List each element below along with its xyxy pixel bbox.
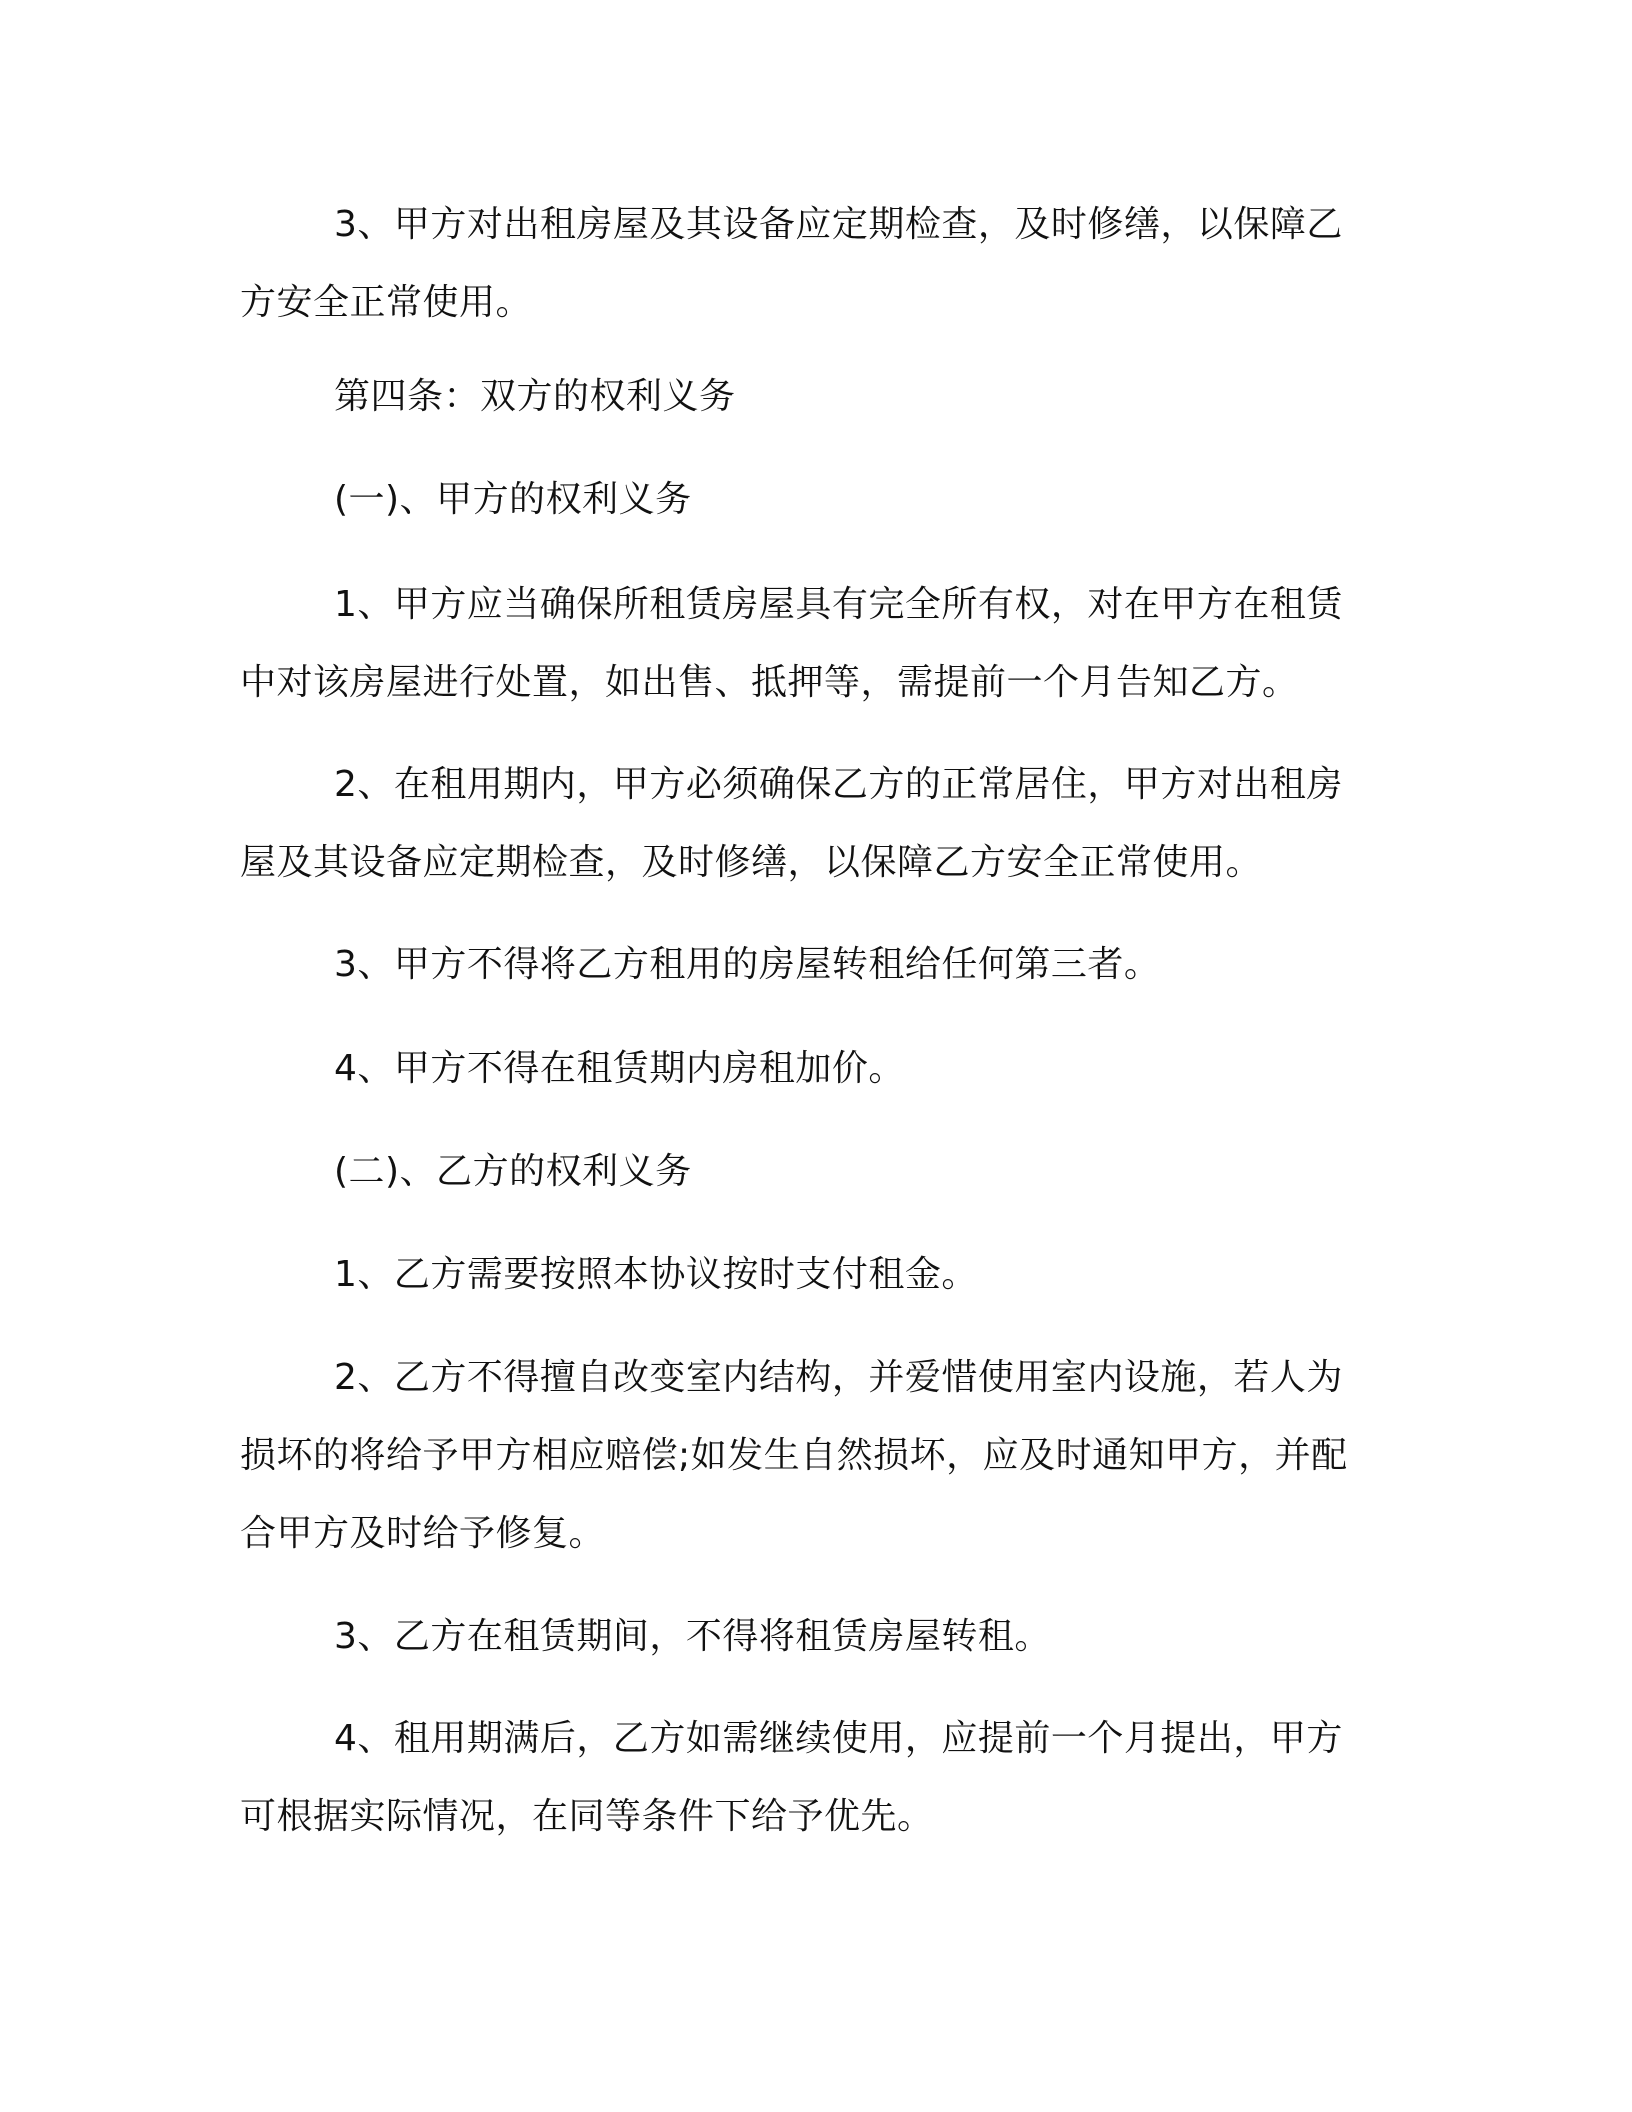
- paragraph-landlord-ownership: 1、甲方应当确保所租赁房屋具有完全所有权，对在甲方在租赁中对该房屋进行处置，如出售、抵押等，需提前一个月告知乙方。: [240, 584, 1343, 703]
- heading-tenant-rights: (二)、乙方的权利义务: [334, 1151, 692, 1192]
- paragraph-no-sublet-landlord: 3、甲方不得将乙方租用的房屋转租给任何第三者。: [334, 944, 1161, 985]
- heading-landlord-rights: (一)、甲方的权利义务: [334, 479, 692, 520]
- paragraph-landlord-residence: 2、在租用期内，甲方必须确保乙方的正常居住，甲方对出租房屋及其设备应定期检查，及时修缮，以保障乙方安全正常使用。: [240, 764, 1343, 883]
- paragraph-no-structural-change: 2、乙方不得擅自改变室内结构，并爱惜使用室内设施，若人为损坏的将给予甲方相应赔偿;如发生自然损坏，应及时通知甲方，并配合甲方及时给予修复。: [240, 1357, 1348, 1554]
- paragraph-renewal-priority: 4、租用期满后，乙方如需继续使用，应提前一个月提出，甲方可根据实际情况，在同等条件下给予优先。: [240, 1718, 1343, 1837]
- paragraph-no-rent-increase: 4、甲方不得在租赁期内房租加价。: [334, 1048, 905, 1089]
- heading-article-four: 第四条：双方的权利义务: [334, 376, 736, 417]
- paragraph-landlord-inspection: 3、甲方对出租房屋及其设备应定期检查，及时修缮，以保障乙方安全正常使用。: [240, 204, 1343, 323]
- paragraph-no-sublet-tenant: 3、乙方在租赁期间，不得将租赁房屋转租。: [334, 1616, 1051, 1657]
- paragraph-pay-rent: 1、乙方需要按照本协议按时支付租金。: [334, 1254, 978, 1295]
